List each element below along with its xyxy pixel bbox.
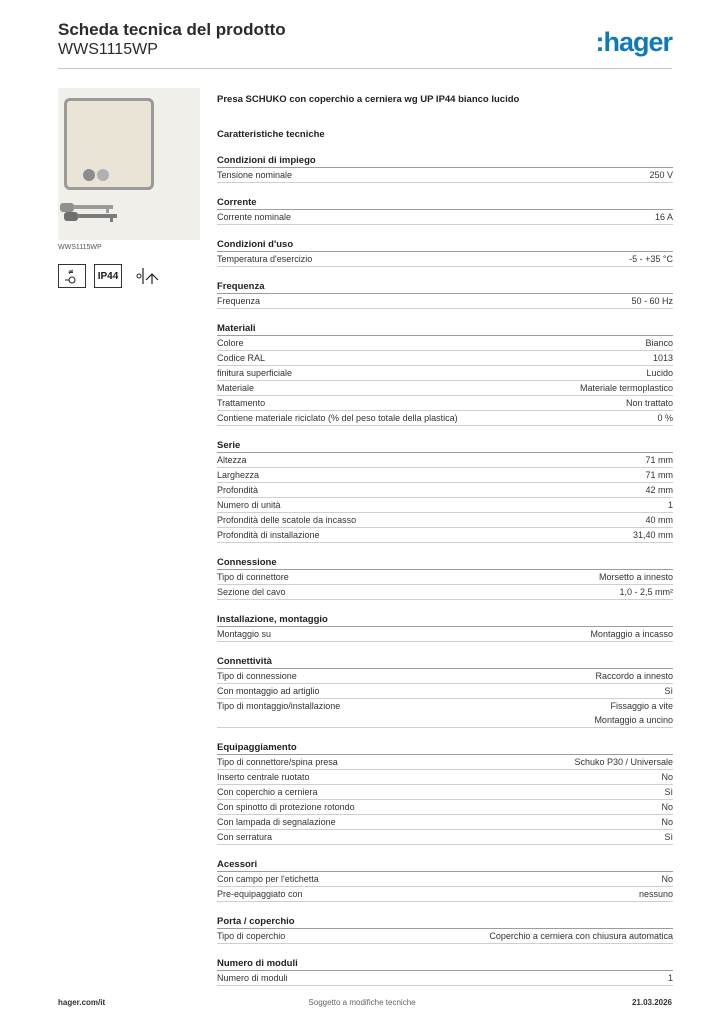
spec-label: Pre-equipaggiato con: [217, 889, 303, 899]
spec-row: [217, 528, 673, 543]
image-caption: WWS1115WP: [58, 244, 102, 251]
spec-row: [217, 468, 673, 483]
spec-value: 1: [667, 500, 673, 510]
footer-date: 21.03.2026: [631, 998, 672, 1007]
spec-value: Schuko P30 / Universale: [574, 757, 673, 767]
spec-value: 16 A: [654, 212, 673, 222]
spec-label: Profondità di installazione: [217, 530, 320, 540]
spec-row: [217, 351, 673, 366]
spec-label: Tipo di connettore: [217, 572, 289, 582]
section-title: Installazione, montaggio: [217, 613, 673, 627]
spec-label: Codice RAL: [217, 353, 266, 363]
spec-value: 71 mm: [645, 470, 673, 480]
spec-row: [217, 929, 673, 944]
spec-label: Temperatura d'esercizio: [217, 254, 313, 264]
protection-icon: [58, 264, 86, 288]
spec-label: Corrente nominale: [217, 212, 292, 222]
spec-row: [217, 453, 673, 468]
spec-label: Con campo per l'etichetta: [217, 874, 319, 884]
spec-section: [217, 957, 673, 986]
spec-value: 1013: [652, 353, 673, 363]
spec-label: Numero di unità: [217, 500, 281, 510]
spec-row: [217, 669, 673, 684]
product-code: WWS1115WP: [58, 41, 158, 58]
spec-row: [217, 483, 673, 498]
spec-table: [217, 93, 673, 986]
section-title: Equipaggiamento: [217, 741, 673, 755]
spec-row: [217, 336, 673, 351]
spec-row: [217, 294, 673, 309]
spec-value: 1,0 - 2,5 mm²: [619, 587, 673, 597]
spec-row: [217, 887, 673, 902]
spec-section: [217, 741, 673, 845]
section-title: Connessione: [217, 556, 673, 570]
footer-note: Soggetto a modifiche tecniche: [308, 998, 416, 1007]
spec-label: Inserto centrale ruotato: [217, 772, 310, 782]
ip44-icon: IP44: [94, 264, 122, 288]
spec-row: [217, 366, 673, 381]
spec-row: [217, 755, 673, 770]
section-title: Connettività: [217, 655, 673, 669]
lock-cylinder: [97, 169, 109, 181]
spec-label: Frequenza: [217, 296, 261, 306]
spec-row: [217, 785, 673, 800]
header-divider: [58, 68, 672, 69]
spec-row: [217, 971, 673, 986]
spec-section: [217, 238, 673, 267]
spec-label: Altezza: [217, 455, 247, 465]
page-title: Scheda tecnica del prodotto: [58, 20, 286, 39]
spec-label: Tipo di montaggio/installazione: [217, 701, 341, 711]
spec-value: Fissaggio a vite Montaggio a uncino: [594, 701, 673, 725]
spec-label: Materiale: [217, 383, 255, 393]
spec-section: [217, 439, 673, 543]
spec-row: [217, 210, 673, 225]
spec-label: Tipo di connessione: [217, 671, 297, 681]
spec-value: 0 %: [657, 413, 673, 423]
spec-value: 50 - 60 Hz: [631, 296, 673, 306]
product-image: [58, 88, 200, 240]
spec-value: 1: [667, 973, 673, 983]
spec-row: [217, 411, 673, 426]
section-title: Porta / coperchio: [217, 915, 673, 929]
spec-row: [217, 627, 673, 642]
spec-row: [217, 830, 673, 845]
spec-label: Tensione nominale: [217, 170, 293, 180]
spec-label: Con coperchio a cerniera: [217, 787, 318, 797]
lock-icon: [83, 169, 95, 181]
spec-section: [217, 915, 673, 944]
spec-value: 42 mm: [645, 485, 673, 495]
spec-row: [217, 252, 673, 267]
socket-plate: [64, 98, 154, 190]
svg-text:≠: ≠: [68, 268, 74, 276]
spec-value: No: [661, 772, 673, 782]
section-title: Condizioni di impiego: [217, 154, 673, 168]
spec-label: Contiene materiale riciclato (% del peso totale della plastica): [217, 413, 458, 423]
spec-value: 71 mm: [645, 455, 673, 465]
spec-label: Tipo di connettore/spina presa: [217, 757, 338, 767]
spec-row: [217, 498, 673, 513]
spec-value: Bianco: [645, 338, 673, 348]
spec-label: Colore: [217, 338, 244, 348]
spec-label: Con lampada di segnalazione: [217, 817, 336, 827]
spec-value: No: [661, 874, 673, 884]
spec-value: Sì: [664, 832, 673, 842]
spec-value: 31,40 mm: [632, 530, 673, 540]
section-title: Serie: [217, 439, 673, 453]
spec-label: Sezione del cavo: [217, 587, 286, 597]
spec-row: [217, 770, 673, 785]
spec-value: No: [661, 802, 673, 812]
spec-label: Profondità delle scatole da incasso: [217, 515, 357, 525]
spec-row: [217, 570, 673, 585]
spec-value: Raccordo a innesto: [595, 671, 673, 681]
section-title: Materiali: [217, 322, 673, 336]
section-title: Corrente: [217, 196, 673, 210]
spec-row: [217, 585, 673, 600]
spec-row: [217, 396, 673, 411]
spec-section: [217, 154, 673, 183]
spec-label: Montaggio su: [217, 629, 272, 639]
spec-value: Coperchio a cerniera con chiusura automatica: [489, 931, 673, 941]
spec-label: Tipo di coperchio: [217, 931, 286, 941]
product-name: Presa SCHUKO con coperchio a cerniera wg UP IP44 bianco lucido: [217, 94, 520, 105]
spec-value: No: [661, 817, 673, 827]
spec-value: nessuno: [638, 889, 673, 899]
spec-value: 250 V: [649, 170, 673, 180]
spec-value: Montaggio a incasso: [590, 629, 673, 639]
section-title: Numero di moduli: [217, 957, 673, 971]
spec-value: Lucido: [646, 368, 673, 378]
spec-label: finitura superficiale: [217, 368, 293, 378]
section-title: Condizioni d'uso: [217, 238, 673, 252]
spec-label: Con serratura: [217, 832, 273, 842]
spec-row: [217, 800, 673, 815]
spec-value: Sì: [664, 787, 673, 797]
hager-logo: :hager: [595, 27, 672, 57]
spec-value: Materiale termoplastico: [579, 383, 673, 393]
keys-icon: [58, 200, 120, 224]
spec-section: [217, 858, 673, 902]
section-title: Acessori: [217, 858, 673, 872]
spec-label: Numero di moduli: [217, 973, 288, 983]
spec-section: [217, 556, 673, 600]
spec-value: Non trattato: [625, 398, 673, 408]
spec-label: Profondità: [217, 485, 259, 495]
spec-row: [217, 381, 673, 396]
spec-value: Sì: [664, 686, 673, 696]
tech-characteristics-title: Caratteristiche tecniche: [217, 129, 325, 140]
spec-row: [217, 815, 673, 830]
spec-sections: [217, 154, 673, 986]
spec-section: [217, 280, 673, 309]
mounting-icon: [134, 264, 162, 288]
spec-label: Larghezza: [217, 470, 260, 480]
spec-section: [217, 196, 673, 225]
footer-website: hager.com/it: [58, 998, 106, 1007]
spec-value: -5 - +35 °C: [629, 254, 673, 264]
spec-section: [217, 613, 673, 642]
spec-row: [217, 168, 673, 183]
spec-value: Morsetto a innesto: [598, 572, 673, 582]
spec-row: [217, 872, 673, 887]
spec-section: [217, 322, 673, 426]
spec-label: Trattamento: [217, 398, 266, 408]
spec-row: [217, 699, 673, 728]
section-title: Frequenza: [217, 280, 673, 294]
spec-label: Con spinotto di protezione rotondo: [217, 802, 355, 812]
spec-value: 40 mm: [645, 515, 673, 525]
spec-row: [217, 684, 673, 699]
spec-section: [217, 655, 673, 728]
spec-label: Con montaggio ad artiglio: [217, 686, 320, 696]
spec-row: [217, 513, 673, 528]
